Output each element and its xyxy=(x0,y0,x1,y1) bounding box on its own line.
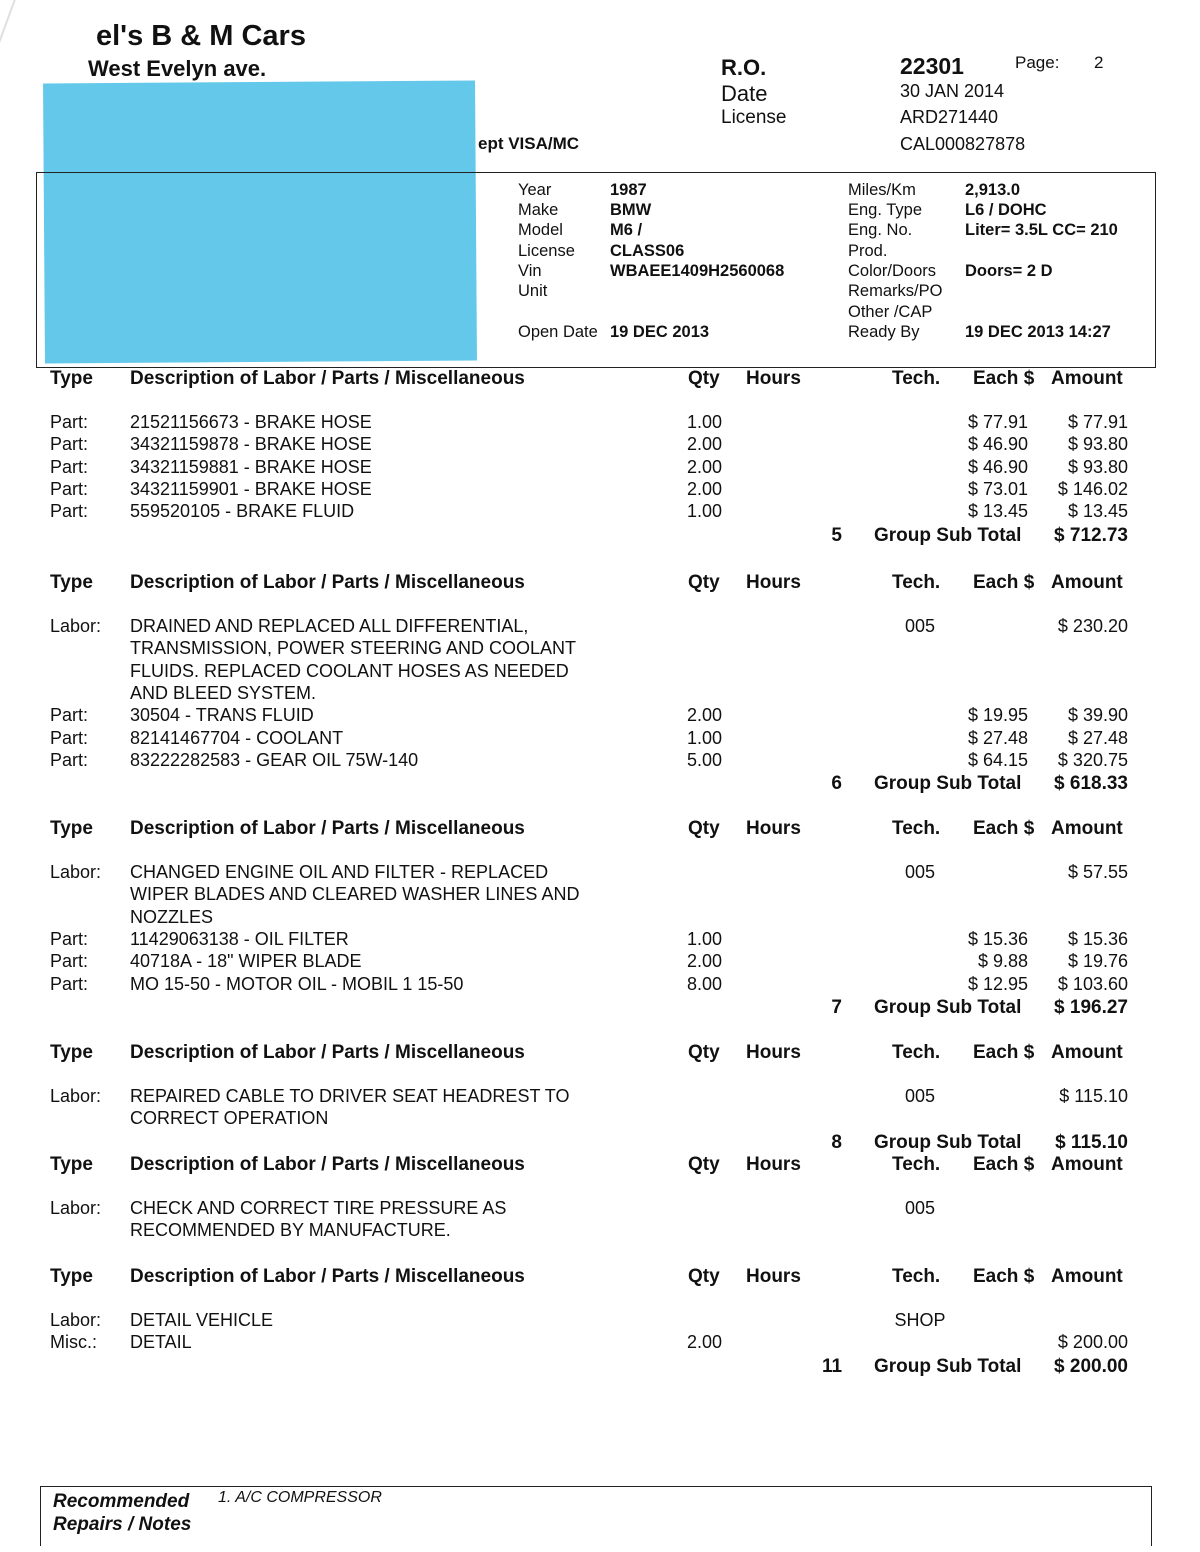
line-item-row xyxy=(0,412,1200,434)
color-doors-label: Color/Doors xyxy=(848,262,937,280)
line-item-tech: 005 xyxy=(904,1198,936,1218)
line-item-row xyxy=(0,616,1200,638)
column-header-amount: Amount xyxy=(1051,1266,1123,1287)
line-item-type: Part: xyxy=(50,951,89,972)
year-value: 1987 xyxy=(610,181,647,199)
column-header-each: Each $ xyxy=(973,1042,1035,1063)
line-item-type: Labor: xyxy=(50,862,102,882)
model-value: M6 / xyxy=(610,221,643,239)
column-header-qty: Qty xyxy=(688,1042,720,1063)
line-item-qty: 2.00 xyxy=(686,1332,722,1353)
column-header-qty: Qty xyxy=(688,1266,720,1287)
group-subtotal-value: $ 618.33 xyxy=(1054,773,1128,795)
group-subtotal-label: Group Sub Total xyxy=(874,996,1022,1018)
shop-address: West Evelyn ave. xyxy=(88,56,267,81)
column-header-desc: Description of Labor / Parts / Miscellaneous xyxy=(130,368,525,389)
line-item-desc: DRAINED AND REPLACED ALL DIFFERENTIAL, xyxy=(130,616,529,636)
line-item-amount: $ 146.02 xyxy=(1057,478,1128,499)
year-label: Year xyxy=(518,181,552,199)
line-item-type: Labor: xyxy=(50,1310,102,1330)
line-item-desc: FLUIDS. REPLACED COOLANT HOSES AS NEEDED xyxy=(130,660,569,681)
vehicle-license-label: License xyxy=(518,242,575,260)
group-number: 7 xyxy=(831,996,842,1018)
ro-extra-id: CAL000827878 xyxy=(900,134,1026,154)
column-header-type: Type xyxy=(50,1154,93,1175)
group-subtotal-label: Group Sub Total xyxy=(874,1355,1022,1377)
line-item-type: Part: xyxy=(50,928,89,949)
line-item-row xyxy=(0,728,1200,750)
line-item-type: Part: xyxy=(50,478,89,499)
line-item-row xyxy=(0,457,1200,479)
date-label: Date xyxy=(721,81,768,106)
recommended-repairs-box xyxy=(40,1486,1152,1546)
open-date-label: Open Date xyxy=(518,323,598,341)
column-header-type: Type xyxy=(50,1042,93,1063)
group-number: 11 xyxy=(822,1355,843,1377)
line-item-type: Part: xyxy=(50,727,89,748)
line-item-desc: DETAIL VEHICLE xyxy=(130,1310,274,1330)
column-header-desc: Description of Labor / Parts / Miscellaneous xyxy=(130,572,525,593)
line-item-row xyxy=(0,907,1200,929)
line-item-desc: 83222282583 - GEAR OIL 75W-140 xyxy=(130,749,419,770)
line-item-qty: 1.00 xyxy=(686,501,722,522)
line-item-each: $ 12.95 xyxy=(967,973,1028,994)
line-item-qty: 1.00 xyxy=(686,412,722,432)
make-label: Make xyxy=(518,201,559,219)
column-header-each: Each $ xyxy=(973,818,1035,839)
line-item-row xyxy=(0,661,1200,683)
line-item-row xyxy=(0,1310,1200,1332)
line-item-desc: TRANSMISSION, POWER STEERING AND COOLANT xyxy=(130,638,577,659)
line-item-row xyxy=(0,1198,1200,1220)
line-item-desc: CORRECT OPERATION xyxy=(130,1108,329,1129)
ro-license: ARD271440 xyxy=(900,107,999,127)
model-label: Model xyxy=(518,221,563,239)
group-subtotal-label: Group Sub Total xyxy=(874,1131,1022,1153)
line-item-row xyxy=(0,974,1200,996)
line-item-type: Part: xyxy=(50,501,89,522)
line-item-desc: 82141467704 - COOLANT xyxy=(130,727,344,748)
line-item-desc: WIPER BLADES AND CLEARED WASHER LINES AND xyxy=(130,884,580,905)
line-item-desc: 21521156673 - BRAKE HOSE xyxy=(130,412,372,432)
line-item-qty: 1.00 xyxy=(686,928,722,949)
line-item-row xyxy=(0,951,1200,973)
column-header-hours: Hours xyxy=(746,1042,801,1063)
make-value: BMW xyxy=(610,201,652,219)
line-item-amount: $ 39.90 xyxy=(1067,705,1128,726)
line-item-each: $ 19.95 xyxy=(967,705,1028,726)
column-header-type: Type xyxy=(50,368,93,389)
line-item-qty: 8.00 xyxy=(686,973,722,994)
license-label: License xyxy=(721,107,787,128)
group-number: 5 xyxy=(831,524,842,546)
line-item-row xyxy=(0,1108,1200,1130)
column-header-hours: Hours xyxy=(746,818,801,839)
line-item-desc: RECOMMENDED BY MANUFACTURE. xyxy=(130,1220,451,1241)
line-item-amount: $ 320.75 xyxy=(1057,749,1128,770)
column-header-qty: Qty xyxy=(688,818,720,839)
group-subtotal-label: Group Sub Total xyxy=(874,773,1022,795)
line-item-qty: 5.00 xyxy=(686,749,722,770)
line-item-desc: 40718A - 18" WIPER BLADE xyxy=(130,951,362,972)
column-header-each: Each $ xyxy=(973,368,1035,389)
column-header-tech: Tech. xyxy=(892,572,941,593)
line-item-desc: MO 15-50 - MOTOR OIL - MOBIL 1 15-50 xyxy=(130,973,464,994)
vehicle-license-value: CLASS06 xyxy=(610,242,685,260)
shop-name: el's B & M Cars xyxy=(96,20,306,52)
unit-label: Unit xyxy=(518,282,548,300)
miles-label: Miles/Km xyxy=(848,181,916,199)
line-item-row xyxy=(0,750,1200,772)
line-item-row xyxy=(0,929,1200,951)
line-item-tech: 005 xyxy=(904,616,936,636)
column-header-hours: Hours xyxy=(746,1266,801,1287)
line-item-qty: 2.00 xyxy=(686,434,722,455)
vin-value: WBAEE1409H2560068 xyxy=(610,262,785,280)
line-item-tech: SHOP xyxy=(894,1310,946,1330)
line-item-row xyxy=(0,705,1200,727)
line-item-each: $ 15.36 xyxy=(967,928,1028,949)
group-number: 8 xyxy=(831,1131,842,1153)
eng-type-label: Eng. Type xyxy=(848,201,923,219)
line-item-each: $ 9.88 xyxy=(977,951,1028,972)
line-item-desc: 30504 - TRANS FLUID xyxy=(130,705,314,726)
group-subtotal-value: $ 712.73 xyxy=(1054,524,1128,546)
column-header-amount: Amount xyxy=(1051,572,1123,593)
line-item-qty: 1.00 xyxy=(686,727,722,748)
column-header-tech: Tech. xyxy=(892,1042,941,1063)
column-header-tech: Tech. xyxy=(892,368,941,389)
column-header-amount: Amount xyxy=(1051,818,1123,839)
line-item-each: $ 46.90 xyxy=(967,434,1028,455)
column-header-tech: Tech. xyxy=(892,1154,941,1175)
payment-note: ept VISA/MC xyxy=(478,134,580,153)
column-header-hours: Hours xyxy=(746,572,801,593)
column-header-each: Each $ xyxy=(973,1154,1035,1175)
other-cap-label: Other /CAP xyxy=(848,303,933,321)
column-header-desc: Description of Labor / Parts / Miscellaneous xyxy=(130,818,525,839)
line-item-desc: 559520105 - BRAKE FLUID xyxy=(130,501,355,522)
column-header-type: Type xyxy=(50,1266,93,1287)
column-header-type: Type xyxy=(50,572,93,593)
column-header-amount: Amount xyxy=(1051,1042,1123,1063)
line-item-amount: $ 230.20 xyxy=(1057,616,1128,636)
line-item-desc: AND BLEED SYSTEM. xyxy=(130,682,317,703)
page-number: 2 xyxy=(1094,53,1104,72)
line-item-row xyxy=(0,501,1200,523)
line-item-amount: $ 77.91 xyxy=(1067,412,1128,432)
line-item-desc: 11429063138 - OIL FILTER xyxy=(130,928,349,949)
open-date-value: 19 DEC 2013 xyxy=(610,323,710,341)
ro-number: 22301 xyxy=(900,53,964,79)
line-item-amount: $ 19.76 xyxy=(1067,951,1128,972)
line-item-qty: 2.00 xyxy=(686,478,722,499)
ro-label: R.O. xyxy=(721,55,767,80)
line-item-row xyxy=(0,862,1200,884)
line-item-tech: 005 xyxy=(904,862,936,882)
miles-value: 2,913.0 xyxy=(965,181,1021,199)
color-doors-value: Doors= 2 D xyxy=(965,262,1053,280)
line-item-desc: 34321159878 - BRAKE HOSE xyxy=(130,434,372,455)
line-item-desc: 34321159881 - BRAKE HOSE xyxy=(130,456,372,477)
eng-no-value: Liter= 3.5L CC= 210 xyxy=(965,221,1118,239)
eng-no-label: Eng. No. xyxy=(848,221,913,239)
line-item-tech: 005 xyxy=(904,1086,936,1106)
line-item-row xyxy=(0,638,1200,660)
column-header-hours: Hours xyxy=(746,1154,801,1175)
ready-by-label: Ready By xyxy=(848,323,920,341)
line-item-row xyxy=(0,434,1200,456)
recommended-title-line2: Repairs / Notes xyxy=(53,1514,192,1535)
line-item-type: Part: xyxy=(50,749,89,770)
line-item-amount: $ 27.48 xyxy=(1067,727,1128,748)
column-header-desc: Description of Labor / Parts / Miscellaneous xyxy=(130,1042,525,1063)
line-item-each: $ 73.01 xyxy=(967,478,1028,499)
ready-by-value: 19 DEC 2013 14:27 xyxy=(965,323,1111,341)
column-header-tech: Tech. xyxy=(892,1266,941,1287)
line-item-amount: $ 115.10 xyxy=(1059,1086,1128,1106)
line-item-desc: 34321159901 - BRAKE HOSE xyxy=(130,478,372,499)
line-item-amount: $ 103.60 xyxy=(1057,973,1128,994)
recommended-title-line1: Recommended xyxy=(53,1491,190,1512)
line-item-type: Part: xyxy=(50,973,89,994)
column-header-each: Each $ xyxy=(973,572,1035,593)
line-item-desc: DETAIL xyxy=(130,1332,192,1353)
group-subtotal-value: $ 196.27 xyxy=(1054,996,1128,1018)
line-item-type: Part: xyxy=(50,705,89,726)
line-item-amount: $ 13.45 xyxy=(1067,501,1128,522)
line-item-type: Labor: xyxy=(50,1086,102,1106)
column-header-hours: Hours xyxy=(746,368,801,389)
line-item-amount: $ 93.80 xyxy=(1067,434,1128,455)
recommended-item: 1. A/C COMPRESSOR xyxy=(218,1489,382,1506)
line-item-row xyxy=(0,1220,1200,1242)
line-item-row xyxy=(0,683,1200,705)
line-item-type: Labor: xyxy=(50,616,102,636)
line-item-type: Part: xyxy=(50,434,89,455)
line-item-desc: CHECK AND CORRECT TIRE PRESSURE AS xyxy=(130,1198,507,1218)
line-item-desc: NOZZLES xyxy=(130,906,214,927)
group-subtotal-value: $ 115.10 xyxy=(1055,1131,1128,1153)
column-header-tech: Tech. xyxy=(892,818,941,839)
line-item-type: Part: xyxy=(50,456,89,477)
vin-label: Vin xyxy=(518,262,542,280)
line-item-amount: $ 93.80 xyxy=(1067,456,1128,477)
group-subtotal-label: Group Sub Total xyxy=(874,524,1022,546)
group-number: 6 xyxy=(831,773,842,795)
line-item-qty: 2.00 xyxy=(686,705,722,726)
line-item-row xyxy=(0,884,1200,906)
ro-date: 30 JAN 2014 xyxy=(900,81,1005,101)
line-item-each: $ 27.48 xyxy=(967,727,1028,748)
group-subtotal-value: $ 200.00 xyxy=(1054,1355,1128,1377)
line-item-type: Part: xyxy=(50,412,89,432)
line-item-amount: $ 15.36 xyxy=(1067,928,1128,949)
line-item-type: Misc.: xyxy=(50,1332,97,1353)
paper-fold-mark xyxy=(0,0,16,243)
page-label: Page: xyxy=(1015,53,1060,72)
eng-type-value: L6 / DOHC xyxy=(965,201,1047,219)
column-header-type: Type xyxy=(50,818,93,839)
line-item-row xyxy=(0,479,1200,501)
column-header-amount: Amount xyxy=(1051,1154,1123,1175)
remarks-label: Remarks/PO xyxy=(848,282,943,300)
line-item-amount: $ 57.55 xyxy=(1067,862,1128,882)
line-item-row xyxy=(0,1086,1200,1108)
prod-label: Prod. xyxy=(848,242,888,260)
column-header-qty: Qty xyxy=(688,1154,720,1175)
line-item-row xyxy=(0,1332,1200,1354)
line-item-each: $ 77.91 xyxy=(967,412,1028,432)
column-header-amount: Amount xyxy=(1051,368,1123,389)
line-item-each: $ 13.45 xyxy=(967,501,1028,522)
line-item-qty: 2.00 xyxy=(686,456,722,477)
line-item-desc: REPAIRED CABLE TO DRIVER SEAT HEADREST TO xyxy=(130,1086,570,1106)
line-item-qty: 2.00 xyxy=(686,951,722,972)
column-header-desc: Description of Labor / Parts / Miscellaneous xyxy=(130,1266,525,1287)
line-item-desc: CHANGED ENGINE OIL AND FILTER - REPLACED xyxy=(130,862,549,882)
column-header-qty: Qty xyxy=(688,368,720,389)
line-item-each: $ 64.15 xyxy=(967,749,1028,770)
line-item-each: $ 46.90 xyxy=(967,456,1028,477)
column-header-each: Each $ xyxy=(973,1266,1035,1287)
line-item-type: Labor: xyxy=(50,1198,102,1218)
column-header-desc: Description of Labor / Parts / Miscellaneous xyxy=(130,1154,525,1175)
column-header-qty: Qty xyxy=(688,572,720,593)
line-item-amount: $ 200.00 xyxy=(1057,1332,1128,1353)
